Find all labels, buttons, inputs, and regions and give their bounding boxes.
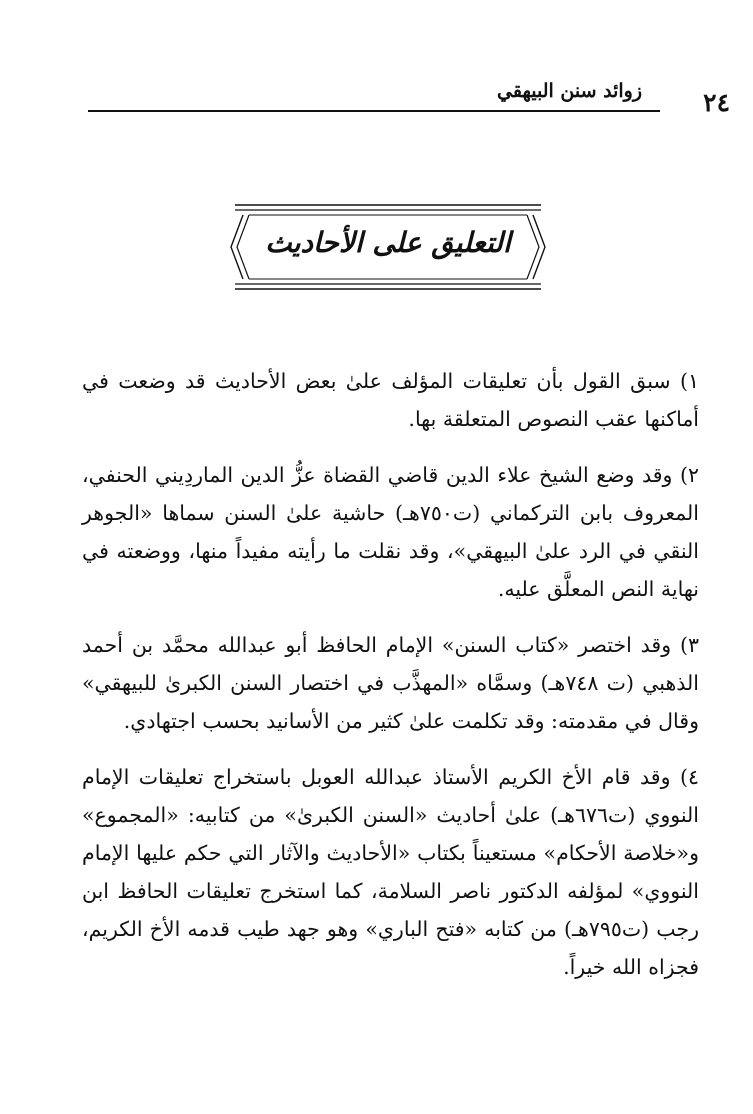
paragraph-3: ٣) وقد اختصر «كتاب السنن» الإمام الحافظ أبو عبدالله محمَّد بن أحمد الذهبي (ت ٧٤٨هـ) وسمَّاه «المهذَّب في اختصار السنن الكبرىٰ للبيهقي» وقال في مقدمته: وقد تكلمت علىٰ كثير من الأسانيد بحسب اجتهادي. bbox=[82, 633, 699, 733]
section-title: التعليق على الأحاديث bbox=[265, 226, 511, 259]
body-text bbox=[82, 362, 699, 1004]
paragraph-4: ٤) وقد قام الأخ الكريم الأستاذ عبدالله العوبل باستخراج تعليقات الإمام النووي (ت٦٧٦هـ) علىٰ أحاديث «السنن الكبرىٰ» من كتابيه: «المجموع» و«خلاصة الأحكام» مستعيناً بكتاب «الأحاديث والآثار التي حكم عليها الإمام النووي» لمؤلفه الدكتور ناصر السلامة، كما استخرج تعليقات الحافظ ابن رجب (ت٧٩٥هـ) من كتابه «فتح الباري» وهو جهد طيب قدمه الأخ الكريم، فجزاه الله خيراً. bbox=[82, 765, 700, 979]
paragraph-1: ١) سبق القول بأن تعليقات المؤلف علىٰ بعض الأحاديث قد وضعت في أماكنها عقب النصوص المتعلقة بها. bbox=[82, 369, 699, 431]
running-title: زوائد سنن البيهقي bbox=[497, 80, 642, 102]
section-title-frame bbox=[225, 203, 551, 291]
paragraph-2: ٢) وقد وضع الشيخ علاء الدين قاضي القضاة عزُّ الدين الماردِيني الحنفي، المعروف بابن التركماني (ت٧٥٠هـ) حاشية علىٰ السنن سماها «الجوهر النقي في الرد علىٰ البيهقي»، وقد نقلت ما رأيته مفيداً منها، ووضعته في نهاية النص المعلَّق عليه. bbox=[82, 463, 699, 601]
header-rule bbox=[88, 110, 660, 112]
page-header bbox=[88, 74, 730, 118]
page-number: ٢٤ bbox=[703, 88, 730, 117]
